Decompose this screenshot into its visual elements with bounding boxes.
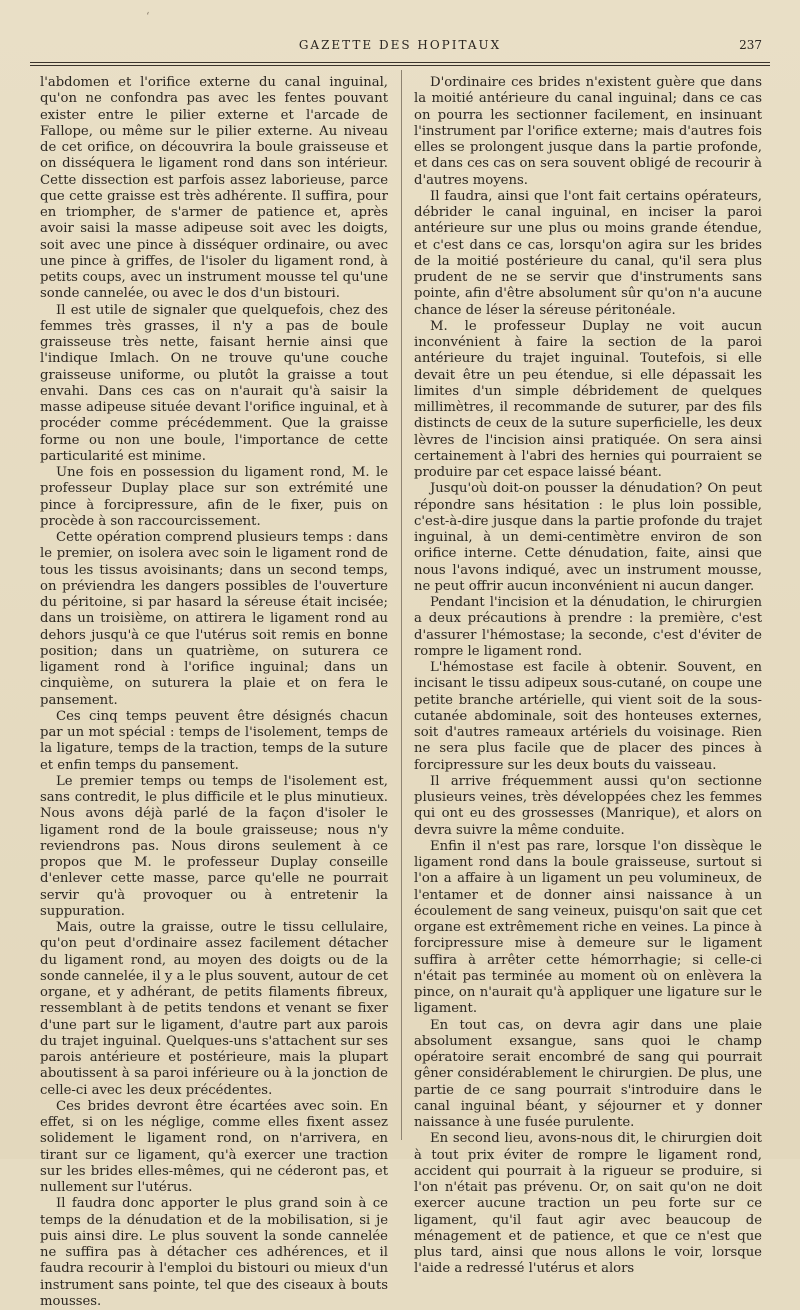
paragraph: Mais, outre la graisse, outre le tissu cellulaire, qu'on peut d'ordinaire assez facilement détacher du ligament rond, au moyen des doigts ou de la sonde cannelée, il y a le plus souvent, autour de cet organe, et y adhérant, de petits filaments fibreux, ressemblant à de petits tendons et venant se fixer d'une part sur le ligament, d'autre part aux parois du trajet inguinal. Quelques-uns s'attachent sur ses parois antérieure et postérieure, mais la plupart aboutissent à sa paroi inférieure ou à la jonction de celle-ci avec les deux précédentes. bbox=[40, 920, 388, 1098]
paragraph: D'ordinaire ces brides n'existent guère que dans la moitié antérieure du canal inguinal; dans ce cas on pourra les sectionner facilement, en insinuant l'instrument par l'orifice externe; mais d'autres fois elles se prolongent jusque dans la partie profonde, et dans ces cas on sera souvent obligé de recourir à d'autres moyens. bbox=[414, 75, 762, 188]
column-divider bbox=[401, 70, 402, 1140]
page-number: 237 bbox=[739, 38, 762, 52]
header-rule-top bbox=[30, 62, 770, 63]
paragraph: Le premier temps ou temps de l'isolement est, sans contredit, le plus difficile et le plus minutieux. Nous avons déjà parlé de la façon d'isoler le ligament rond de la boule graisseuse; nous n'y reviendrons pas. Nous dirons seulement à ce propos que M. le professeur Duplay conseille d'enlever cette masse, parce qu'elle ne pourrait servir qu'à provoquer ou à entretenir la suppuration. bbox=[40, 773, 388, 919]
paragraph: M. le professeur Duplay ne voit aucun inconvénient à faire la section de la paroi antérieure du trajet inguinal. Toutefois, si elle devait être un peu étendue, si elle dépassait les limites d'un simple débridement de quelques millimètres, il recommande de suturer, par des fils distincts de ceux de la suture superficielle, les deux lèvres de l'incision ainsi pratiquée. On sera ainsi certainement à l'abri des hernies qui pourraient se produire par cet espace laissé béant. bbox=[414, 318, 762, 480]
header-rule-bottom bbox=[30, 65, 770, 66]
paragraph: Il faudra donc apporter le plus grand soin à ce temps de la dénudation et de la mobilisation, si je puis ainsi dire. Le plus souvent la sonde cannelée ne suffira pas à détacher ces adhérences, et il faudra recourir à l'emploi du bistouri ou mieux d'un instrument sans pointe, tel que des ciseaux à bouts mousses. bbox=[40, 1196, 388, 1309]
page-header bbox=[30, 36, 770, 58]
paragraph: L'hémostase est facile à obtenir. Souvent, en incisant le tissu adipeux sous-cutané, on coupe une petite branche artérielle, qui vient soit de la sous-cutanée abdominale, soit des honteuses externes, soit d'autres rameaux artériels du voisinage. Rien ne sera plus facile que de placer des pinces à forcipressure sur les deux bouts du vaisseau. bbox=[414, 660, 762, 773]
paragraph: Cette opération comprend plusieurs temps : dans le premier, on isolera avec soin le ligament rond de tous les tissus avoisinants; dans un second temps, on préviendra les dangers possibles de l'ouverture du péritoine, si par hasard la séreuse était incisée; dans un troisième, on attirera le ligament rond au dehors jusqu'à ce que l'utérus soit remis en bonne position; dans un quatrième, on suturera ce ligament rond à l'orifice inguinal; dans un cinquième, on suturera la plaie et on fera le pansement. bbox=[40, 530, 388, 708]
paragraph: Ces cinq temps peuvent être désignés chacun par un mot spécial : temps de l'isolement, temps de la ligature, temps de la traction, temps de la suture et enfin temps du pansement. bbox=[40, 708, 388, 773]
corner-mark: ‘ bbox=[146, 10, 150, 23]
paragraph: Enfin il n'est pas rare, lorsque l'on dissèque le ligament rond dans la boule graisseuse, surtout si l'on a affaire à un ligament un peu volumineux, de l'entamer et de donner ainsi naissance à un écoulement de sang veineux, puisqu'on sait que cet organe est extrêmement riche en veines. La pince à forcipressure mise à demeure sur le ligament suffira à arrêter cette hémorrhagie; si celle-ci n'était pas terminée au moment où on enlèvera la pince, on n'aurait qu'à appliquer une ligature sur le ligament. bbox=[414, 838, 762, 1017]
left-column bbox=[40, 75, 388, 1309]
paragraph: Il faudra, ainsi que l'ont fait certains opérateurs, débrider le canal inguinal, en inciser la paroi antérieure sur une plus ou moins grande étendue, et c'est dans ce cas, lorsqu'on agira sur les brides de la moitié postérieure du canal, qu'il sera plus prudent de ne se servir que d'instruments sans pointe, afin d'être absolument sûr qu'on n'a aucune chance de léser la séreuse péritonéale. bbox=[414, 188, 762, 318]
right-column bbox=[414, 75, 762, 1277]
running-title: GAZETTE DES HOPITAUX bbox=[298, 38, 502, 52]
paragraph: Il est utile de signaler que quelquefois, chez des femmes très grasses, il n'y a pas de boule graisseuse très nette, faisant hernie ainsi que l'indique Imlach. On ne trouve qu'une couche graisseuse uniforme, ou plutôt la graisse a tout envahi. Dans ces cas on n'aurait qu'à saisir la masse adipeuse située devant l'orifice inguinal, et à procéder comme précédemment. Que la graisse forme ou non une boule, l'importance de cette particularité est minime. bbox=[40, 302, 388, 464]
paragraph: Pendant l'incision et la dénudation, le chirurgien a deux précautions à prendre : la première, c'est d'assurer l'hémostase; la seconde, c'est d'éviter de rompre le ligament rond. bbox=[414, 595, 762, 659]
paragraph: Jusqu'où doit-on pousser la dénudation? On peut répondre sans hésitation : le plus loin possible, c'est-à-dire jusque dans la partie profonde du trajet inguinal, à un demi-centimètre environ de son orifice interne. Cette dénudation, faite, ainsi que nous l'avons indiqué, avec un instrument mousse, ne peut offrir aucun inconvénient ni aucun danger. bbox=[414, 481, 762, 594]
paragraph: Une fois en possession du ligament rond, M. le professeur Duplay place sur son extrémité une pince à forcipressure, afin de le fixer, puis on procède à son raccourcissement. bbox=[40, 465, 388, 529]
paragraph: Ces brides devront être écartées avec soin. En effet, si on les néglige, comme elles fixent assez solidement le ligament rond, on n'arrivera, en tirant sur ce ligament, qu'à exercer une traction sur les brides elles-mêmes, qui ne céderont pas, et nullement sur l'utérus. bbox=[40, 1098, 388, 1195]
paragraph: l'abdomen et l'orifice externe du canal inguinal, qu'on ne confondra pas avec les fentes pouvant exister entre le pilier externe et l'arcade de Fallope, ou même sur le pilier externe. Au niveau de cet orifice, on découvrira la boule graisseuse et on disséquera le ligament rond dans son intérieur. Cette dissection est parfois assez laborieuse, parce que cette graisse est très adhérente. Il suffira, pour en triompher, de s'armer de patience et, après avoir saisi la masse adipeuse soit avec les doigts, soit avec une pince à disséquer ordinaire, ou avec une pince à griffes, de l'isoler du ligament rond, à petits coups, avec un instrument mousse tel qu'une sonde cannelée, ou avec le dos d'un bistouri. bbox=[40, 75, 388, 302]
paragraph: En tout cas, on devra agir dans une plaie absolument exsangue, sans quoi le champ opératoire serait encombré de sang qui pourrait gêner considérablement le chirurgien. De plus, une partie de ce sang pourrait s'introduire dans le canal inguinal béant, y séjourner et y donner naissance à une fusée purulente. bbox=[414, 1017, 762, 1130]
paragraph: En second lieu, avons-nous dit, le chirurgien doit à tout prix éviter de rompre le ligament rond, accident qui pourrait à la rigueur se produire, si l'on n'était pas prévenu. Or, on sait qu'on ne doit exercer aucune traction un peu forte sur ce ligament, qu'il faut agir avec beaucoup de ménagement et de patience, et que ce n'est que plus tard, ainsi que nous allons le voir, lorsque l'aide a redressé l'utérus et alors bbox=[414, 1131, 762, 1277]
paragraph: Il arrive fréquemment aussi qu'on sectionne plusieurs veines, très développées chez les femmes qui ont eu des grossesses (Manrique), et alors on devra suivre la même conduite. bbox=[414, 773, 762, 838]
